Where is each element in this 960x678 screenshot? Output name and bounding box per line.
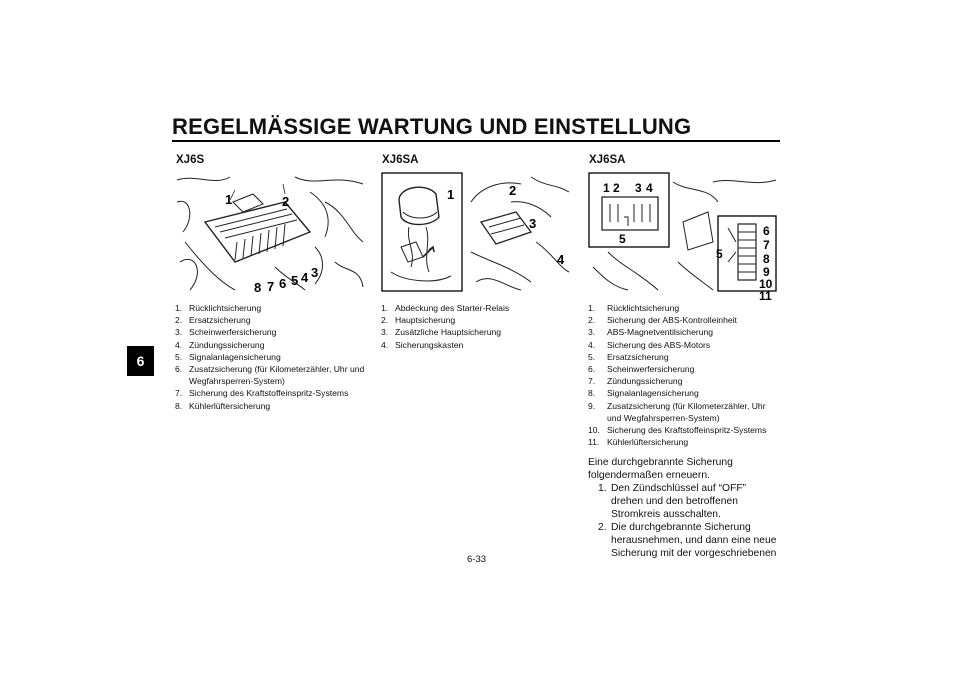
fuse-box-illustration-xj6s [175, 172, 365, 295]
callout-8: 8 [763, 252, 770, 266]
callout-6: 6 [763, 224, 770, 238]
legend-item: 3. ABS-Magnetventilsicherung [588, 327, 714, 338]
title-rule [172, 140, 780, 142]
legend-item: 2. Sicherung der ABS-Kontrolleinheit [588, 315, 737, 326]
legend-item: 10. Sicherung des Kraftstoffeinspritz-Systems [588, 425, 767, 436]
model-heading: XJ6SA [589, 154, 626, 166]
legend-list [588, 302, 780, 448]
column-xj6sa-relay [381, 154, 573, 351]
callout-6: 6 [279, 276, 287, 291]
legend-item: 2. Ersatzsicherung [175, 315, 251, 326]
legend-list [175, 302, 367, 412]
starter-relay-illustration [381, 172, 571, 292]
callout-10: 10 [759, 277, 773, 291]
legend-item: 5. Ersatzsicherung [588, 351, 669, 362]
callout-5: 5 [291, 273, 299, 288]
legend-item: 1. Rücklichtsicherung [175, 303, 262, 313]
legend-item: 3. Scheinwerfersicherung [175, 327, 277, 338]
callout-1: 1 [225, 192, 233, 207]
legend-item: 7. Zündungssicherung [588, 376, 683, 387]
instruction-intro: Eine durchgebrannte Sicherung folgendermaßen erneuern. [588, 457, 733, 482]
fuse-box-illustration-xj6sa [588, 172, 778, 303]
legend-item: 3. Zusätzliche Hauptsicherung [381, 327, 502, 338]
legend-list [381, 302, 573, 351]
callout-3: 3 [311, 265, 319, 280]
legend-item: 5. Signalanlagensicherung [175, 351, 281, 362]
legend-item: 1. Rücklichtsicherung [588, 303, 680, 313]
abs-fuse-box-drawing [588, 172, 778, 303]
legend-item: 9. Zusatzsicherung (für Kilometerzähler, Uhr und Wegfahrsperren-System) [588, 400, 766, 423]
callout-3: 3 [529, 216, 537, 231]
model-heading: XJ6S [176, 154, 205, 166]
callout-5: 5 [619, 232, 626, 246]
instruction-step: 1. Den Zündschlüssel auf “OFF” drehen und den betroffenen Stromkreis ausschalten. [598, 483, 747, 521]
callout-3: 3 [635, 181, 642, 195]
callout-9: 9 [763, 265, 770, 279]
page-title: REGELMÄSSIGE WARTUNG UND EINSTELLUNG [172, 114, 692, 139]
legend-item: 4. Sicherung des ABS-Motors [588, 339, 711, 350]
instruction-text [588, 456, 780, 560]
legend-item: 4. Sicherungskasten [381, 339, 464, 350]
page-number: 6-33 [467, 554, 487, 565]
chapter-tab: 6 [127, 346, 154, 376]
callout-4: 4 [557, 252, 565, 267]
legend-item: 8. Kühlerlüftersicherung [175, 400, 271, 411]
callout-7: 7 [763, 238, 770, 252]
instruction-step: 2. Die durchgebrannte Sicherung herausnehmen, und dann eine neue Sicherung mit der vorgeschriebenen [598, 522, 777, 560]
legend-item: 7. Sicherung des Kraftstoffeinspritz-Systems [175, 388, 349, 399]
callout-4: 4 [646, 181, 653, 195]
legend-item: 6. Zusatzsicherung (für Kilometerzähler, Uhr und Wegfahrsperren-System) [175, 364, 365, 387]
callout-1: 1 [447, 187, 455, 202]
instruction-steps [588, 482, 780, 560]
callout-8: 8 [254, 280, 262, 295]
legend-item: 8. Signalanlagensicherung [588, 388, 699, 399]
model-heading: XJ6SA [382, 154, 419, 166]
callout-1: 1 [603, 181, 610, 195]
callout-2: 2 [613, 181, 620, 195]
callout-7: 7 [267, 279, 275, 294]
callout-5-right: 5 [716, 247, 723, 261]
legend-item: 4. Zündungssicherung [175, 339, 265, 350]
callout-4: 4 [301, 270, 309, 285]
callout-2: 2 [509, 183, 517, 198]
column-xj6s [175, 154, 367, 412]
legend-item: 2. Hauptsicherung [381, 315, 456, 326]
fuse-box-drawing [175, 172, 365, 295]
legend-item: 6. Scheinwerfersicherung [588, 364, 695, 375]
column-xj6sa-fusebox [588, 154, 780, 560]
legend-item: 11. Kühlerlüftersicherung [588, 437, 689, 448]
legend-item: 1. Abdeckung des Starter-Relais [381, 303, 510, 313]
callout-2: 2 [282, 194, 290, 209]
starter-relay-drawing [381, 172, 571, 292]
callout-11: 11 [759, 289, 772, 303]
